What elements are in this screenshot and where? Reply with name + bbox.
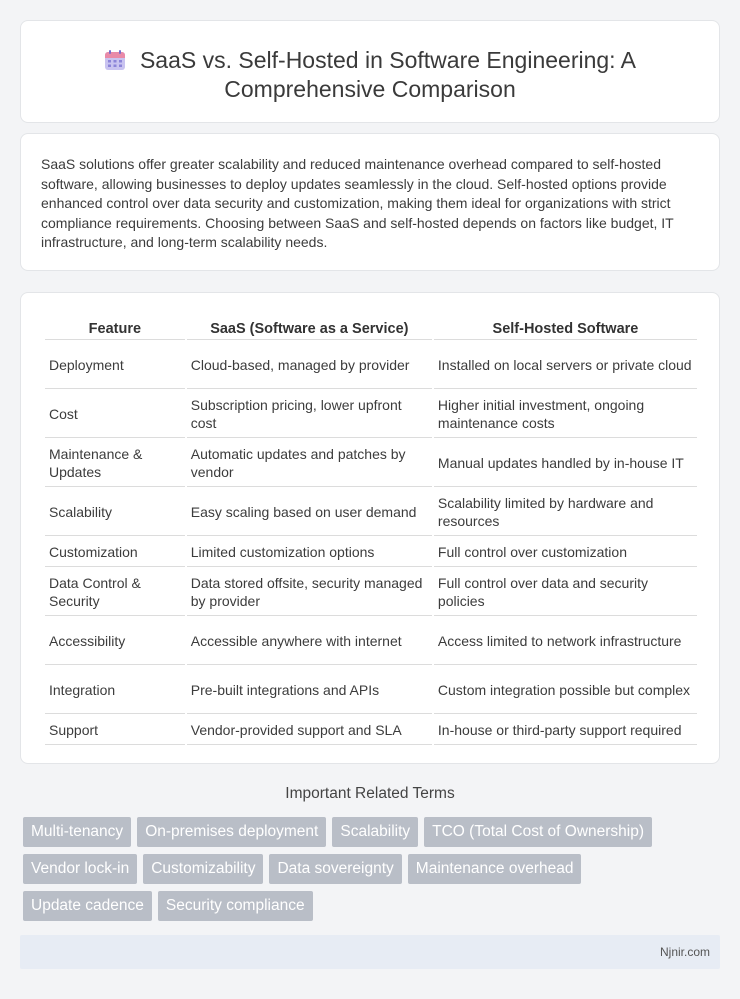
self-hosted-cell: Manual updates handled by in-house IT [434,440,697,487]
self-hosted-cell: Installed on local servers or private cloud [434,342,697,389]
tag-multi-tenancy[interactable]: Multi-tenancy [23,817,131,847]
tag-update-cadence[interactable]: Update cadence [23,891,152,921]
table-row [45,391,697,438]
comparison-card [20,292,720,764]
tag-tco[interactable]: TCO (Total Cost of Ownership) [424,817,652,847]
table-row [45,716,697,745]
feature-cell: Scalability [45,489,185,536]
feature-cell: Data Control & Security [45,569,185,616]
header-self-hosted: Self-Hosted Software [434,318,697,340]
table-row [45,538,697,567]
related-terms-title: Important Related Terms [285,785,455,802]
header-saas: SaaS (Software as a Service) [187,318,432,340]
related-terms-tags [23,817,703,921]
table-row [45,489,697,536]
saas-cell: Cloud-based, managed by provider [187,342,432,389]
tag-scalability[interactable]: Scalability [332,817,418,847]
intro-card [20,133,720,271]
self-hosted-cell: Custom integration possible but complex [434,667,697,714]
self-hosted-cell: Access limited to network infrastructure [434,618,697,665]
feature-cell: Integration [45,667,185,714]
feature-cell: Cost [45,391,185,438]
feature-cell: Accessibility [45,618,185,665]
tag-vendor-lock-in[interactable]: Vendor lock-in [23,854,137,884]
table-header-row [45,318,697,340]
self-hosted-cell: Higher initial investment, ongoing maintenance costs [434,391,697,438]
table-row [45,440,697,487]
footer-site[interactable]: Njnir.com [659,945,710,959]
title-card [20,20,720,123]
saas-cell: Accessible anywhere with internet [187,618,432,665]
feature-cell: Deployment [45,342,185,389]
saas-cell: Automatic updates and patches by vendor [187,440,432,487]
saas-cell: Data stored offsite, security managed by provider [187,569,432,616]
tag-maintenance-overhead[interactable]: Maintenance overhead [408,854,582,884]
feature-cell: Support [45,716,185,745]
page-title-text: SaaS vs. Self-Hosted in Software Engineering: A Comprehensive Comparison [139,47,637,102]
intro-text: SaaS solutions offer greater scalability and reduced maintenance overhead compared to self-hosted software, allowing businesses to deploy updates seamlessly in the cloud. Self-hosted options provide enhanced control over data security and customization, making them ideal for organizations with strict compliance requirements. Choosing between SaaS and self-hosted depends on factors like budget, IT infrastructure, and long-term scalability needs. [41,156,674,250]
saas-cell: Easy scaling based on user demand [187,489,432,536]
saas-cell: Limited customization options [187,538,432,567]
saas-cell: Vendor-provided support and SLA [187,716,432,745]
calendar-icon [104,49,126,71]
table-row [45,667,697,714]
self-hosted-cell: Full control over data and security policies [434,569,697,616]
table-row [45,342,697,389]
feature-cell: Maintenance & Updates [45,440,185,487]
tag-security-compliance[interactable]: Security compliance [158,891,313,921]
feature-cell: Customization [45,538,185,567]
table-row [45,569,697,616]
self-hosted-cell: Full control over customization [434,538,697,567]
table-row [45,618,697,665]
saas-cell: Pre-built integrations and APIs [187,667,432,714]
tag-data-sovereignty[interactable]: Data sovereignty [269,854,401,884]
header-feature: Feature [45,318,185,340]
self-hosted-cell: In-house or third-party support required [434,716,697,745]
comparison-table [43,316,699,747]
tag-customizability[interactable]: Customizability [143,854,263,884]
footer [20,935,720,969]
self-hosted-cell: Scalability limited by hardware and resources [434,489,697,536]
tag-on-premises-deployment[interactable]: On-premises deployment [137,817,326,847]
saas-cell: Subscription pricing, lower upfront cost [187,391,432,438]
page-title [21,46,719,104]
